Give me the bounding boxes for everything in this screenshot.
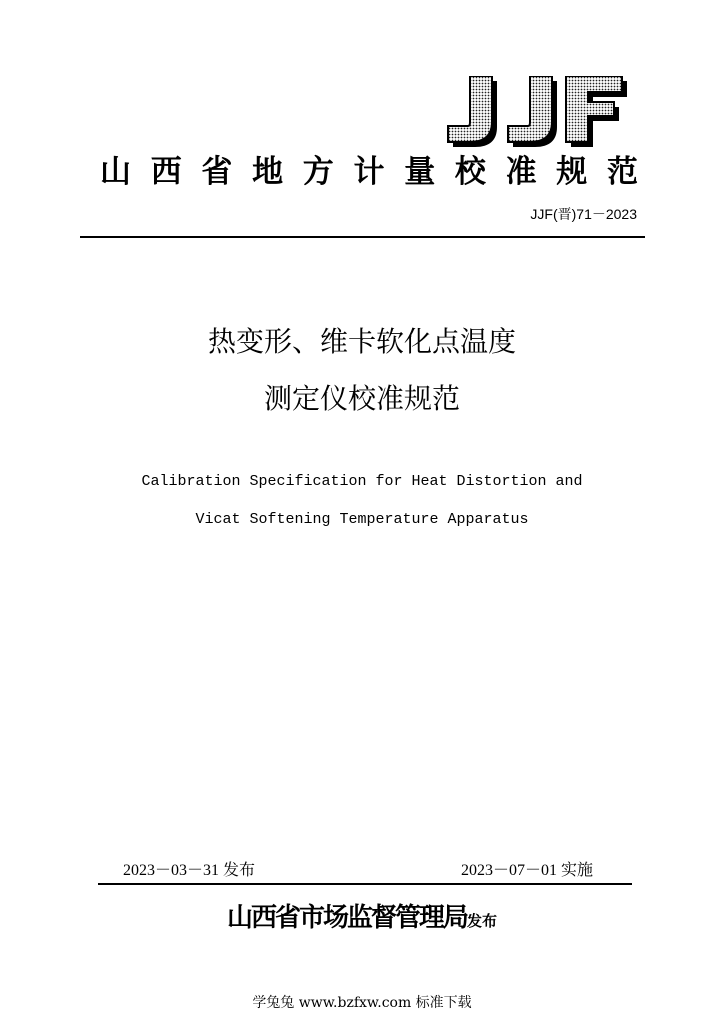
download-watermark: 学兔兔 www.bzfxw.com 标准下载 [252, 995, 472, 1011]
standard-number: JJF(晋)71－2023 [530, 206, 637, 222]
regulation-category-title: 山西省地方计量校准规范 [100, 154, 640, 190]
document-title-cn-line1: 热变形、维卡软化点温度 [207, 325, 516, 358]
publisher [0, 900, 724, 939]
publisher-name: 山西省市场监督管理局 [226, 903, 467, 933]
jjf-logo [442, 76, 630, 148]
issue-date: 2023－03－31 发布 [123, 862, 256, 879]
footer-divider [98, 883, 632, 885]
document-title-en-line2: Vicat Softening Temperature Apparatus [195, 511, 529, 528]
header-divider [80, 236, 645, 238]
publisher-suffix: 发布 [467, 912, 498, 930]
document-title-cn-line2: 测定仪校准规范 [263, 382, 460, 415]
implementation-date: 2023－07－01 实施 [461, 862, 594, 879]
document-title-en-line1: Calibration Specification for Heat Distortion and [141, 473, 583, 490]
jjf-logo-graphic [442, 76, 630, 148]
